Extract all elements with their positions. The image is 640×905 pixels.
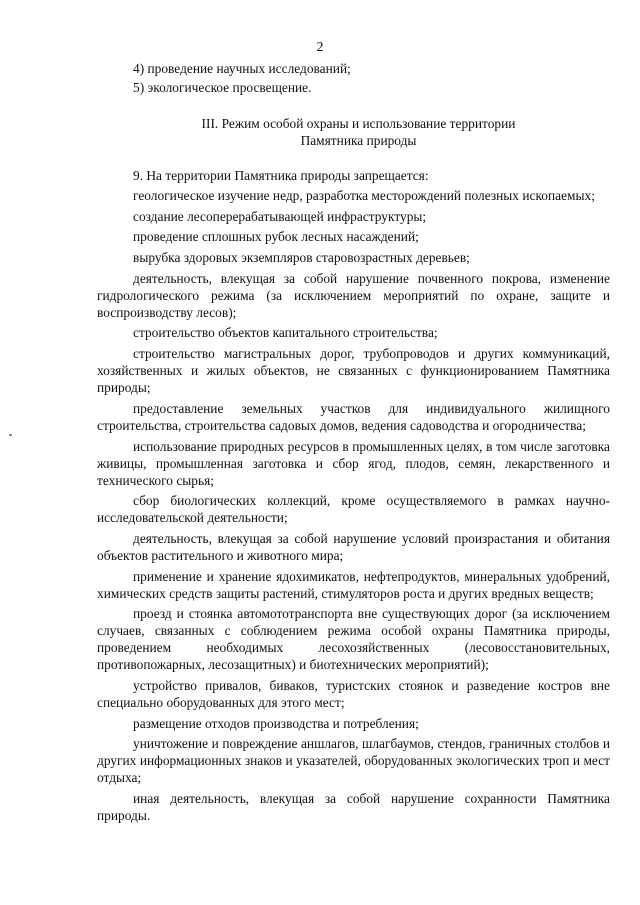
section-heading-line: III. Режим особой охраны и использование территории: [201, 116, 516, 131]
scan-mark: [9, 434, 12, 436]
prohibition-item: проведение сплошных рубок лесных насаждений;: [133, 229, 419, 245]
prohibition-item: деятельность, влекущая за собой нарушение почвенного покрова, изменение гидрологического режима (за исключением мероприятий по охране, защите и воспроизводству лесов);: [97, 270, 610, 320]
prohibition-item: деятельность, влекущая за собой нарушение условий произрастания и обитания объектов растительного и животного мира;: [97, 530, 610, 563]
prohibition-item: создание лесоперерабатывающей инфраструктуры;: [133, 208, 427, 224]
clause-intro: 9. На территории Памятника природы запрещается:: [133, 168, 429, 183]
prohibition-item: геологическое изучение недр, разработка месторождений полезных ископаемых;: [133, 188, 595, 203]
prohibition-item: вырубка здоровых экземпляров старовозрастных деревьев;: [133, 250, 470, 266]
list-item: 5) экологическое просвещение.: [133, 80, 312, 95]
section-heading: [97, 115, 610, 149]
prohibition-item: сбор биологических коллекций, кроме осуществляемого в рамках научно-исследовательской деятельности;: [97, 493, 610, 526]
prohibition-item: применение и хранение ядохимикатов, нефтепродуктов, минеральных удобрений, химических средств защиты растений, стимуляторов роста и других вредных веществ;: [97, 568, 610, 601]
prohibition-item: строительство объектов капитального строительства;: [133, 325, 438, 341]
document-body: [97, 60, 610, 828]
prohibition-item: иная деятельность, влекущая за собой нарушение сохранности Памятника природы.: [97, 791, 610, 823]
prohibition-item: строительство магистральных дорог, трубопроводов и других коммуникаций, хозяйственных и жилых объектов, не связанных с функционированием Памятника природы;: [97, 346, 610, 396]
prohibition-item: устройство привалов, биваков, туристских стоянок и разведение костров вне специально оборудованных для этого мест;: [97, 677, 610, 710]
list-item: 4) проведение научных исследований;: [133, 61, 351, 76]
prohibition-item: проезд и стоянка автомототранспорта вне существующих дорог (за исключением случаев, связанных с соблюдением режима особой охраны Памятника природы, проведением необходимых лесохозяйственных (лесовосстановительных, противопожарных, лесозащитных) и биотехнических мероприятий);: [97, 606, 610, 673]
prohibition-item: использование природных ресурсов в промышленных целях, в том числе заготовка живицы, промышленная заготовка и сбор ягод, плодов, семян, лекарственного и технического сырья;: [97, 438, 610, 488]
page-number: 2: [316, 40, 324, 55]
prohibition-item: предоставление земельных участков для индивидуального жилищного строительства, строительства садовых домов, ведения садоводства и огородничества;: [97, 400, 610, 433]
prohibition-item: уничтожение и повреждение аншлагов, шлагбаумов, стендов, граничных столбов и других информационных знаков и указателей, оборудованных экологических троп и мест отдыха;: [97, 736, 610, 786]
prohibition-item: размещение отходов производства и потребления;: [133, 715, 419, 731]
section-heading-line: Памятника природы: [300, 133, 417, 148]
